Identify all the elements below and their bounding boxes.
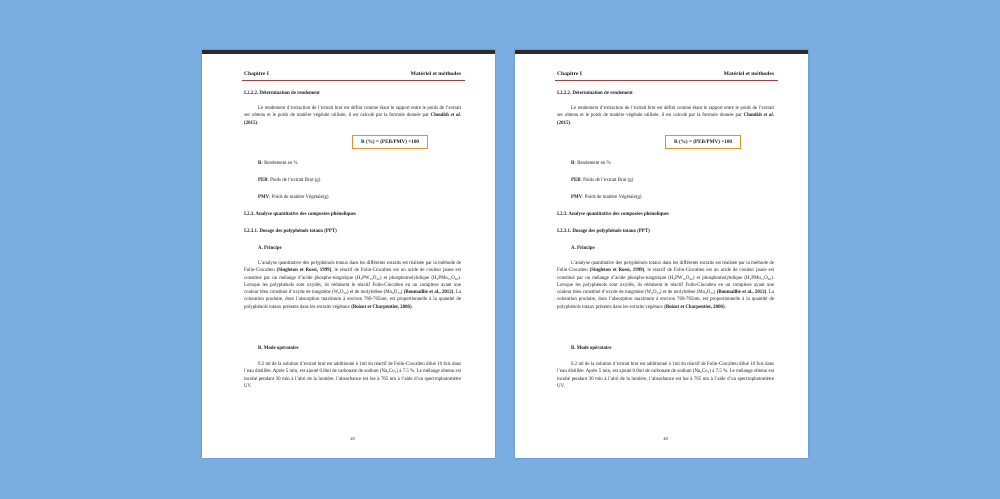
paragraph-principe: L’analyse quantitative des polyphénols totaux dans les différents extraits est réalisée par la méthode de Folin-Ciocalteu (Singleton et Rossi, 1999), le réactif de Folin-Ciocalteu est un acide de couleur jaune est constitué par un mélange d’acide phospho-tungstique (H₃PW₁₂O₄₀) et phosphomolybdique (H₃PMo₁₂O₄₀). Lorsque les polyphénols sont oxydés, ils réduisent le réactif Folin-Ciocalteu en un complexe ayant une couleur bleu constitué d’oxyde de tungstène (W₈O₂₃) et de molybdène (Mo₈O₂₃) (Boumaillie et al., 2012). La coloration produite, dont l’absorption maximum à environ 760-765nm, est proportionnelle à la quantité de polyphénols totaux présents dans les extraits végétaux (Boizot et Charpentier, 2006). <box>244 261 462 310</box>
heading-ppt: I.2.3.1. Dosage des polyphénols totaux (PPT) <box>557 229 650 234</box>
header-rule <box>242 80 465 81</box>
heading-quantitative: I.2.3. Analyse quantitative des composées phénoliques <box>557 212 669 217</box>
definition-peb: PEB: Poids de l’extrait Brut (g) <box>258 178 321 183</box>
heading-yield: I.2.2.2. Détermination de rendement <box>557 91 633 96</box>
heading-principe: A. Principe <box>571 246 595 251</box>
heading-principe: A. Principe <box>258 246 282 251</box>
page-header <box>244 71 461 78</box>
heading-mode: B. Mode opératoire <box>258 346 299 351</box>
chapter-title: Chapitre I <box>557 71 582 77</box>
paragraph-mode: 0.2 ml de la solution d’extrait brut est additionné à 1ml du réactif de Folin-Ciocalteu dilué 10 fois dans l’eau distillée. Après 5 min, est ajouté 0.8ml de carbonate de sodium (Na₂Co₃) à 7.5 %. Le mélange obtenu est incubé pendant 30 min à l’abri de la lumière, l’absorbance est lue à 765 nm à l’aide d’un spectrophotomètre UV. <box>557 362 774 389</box>
heading-quantitative: I.2.3. Analyse quantitative des composées phénoliques <box>244 212 356 217</box>
section-title: Matériel et méthodes <box>723 71 774 77</box>
document-page-right <box>515 50 808 458</box>
header-rule <box>555 80 778 81</box>
paragraph-mode: 0.2 ml de la solution d’extrait brut est additionné à 1ml du réactif de Folin-Ciocalteu dilué 10 fois dans l’eau distillée. Après 5 min, est ajouté 0.8ml de carbonate de sodium (Na₂Co₃) à 7.5 %. Le mélange obtenu est incubé pendant 30 min à l’abri de la lumière, l’absorbance est lue à 765 nm à l’aide d’un spectrophotomètre UV. <box>244 362 461 389</box>
formula-box: R (%) = (PEB/PMV) ×100 <box>665 135 741 149</box>
definition-peb: PEB: Poids de l’extrait Brut (g) <box>571 178 634 183</box>
paragraph-principe: L’analyse quantitative des polyphénols totaux dans les différents extraits est réalisée par la méthode de Folin-Ciocalteu (Singleton et Rossi, 1999), le réactif de Folin-Ciocalteu est un acide de couleur jaune est constitué par un mélange d’acide phospho-tungstique (H₃PW₁₂O₄₀) et phosphomolybdique (H₃PMo₁₂O₄₀). Lorsque les polyphénols sont oxydés, ils réduisent le réactif Folin-Ciocalteu en un complexe ayant une couleur bleu constitué d’oxyde de tungstène (W₈O₂₃) et de molybdène (Mo₈O₂₃) (Boumaillie et al., 2012). La coloration produite, dont l’absorption maximum à environ 760-765nm, est proportionnelle à la quantité de polyphénols totaux présents dans les extraits végétaux (Boizot et Charpentier, 2006). <box>557 261 775 310</box>
page-number: 20 <box>350 436 355 441</box>
paragraph-yield: Le rendement d’extraction de l’extrait brut est défini comme étant le rapport entre le poids de l’extrait sec obtenu et le poids de matière végétale utilisée, il est calculé par la formule donnée par Chouikh et al. (2015). <box>244 106 462 126</box>
formula-box: R (%) = (PEB/PMV) ×100 <box>352 135 428 149</box>
paragraph-yield: Le rendement d’extraction de l’extrait brut est défini comme étant le rapport entre le poids de l’extrait sec obtenu et le poids de matière végétale utilisée, il est calculé par la formule donnée par Chouikh et al. (2015). <box>557 106 775 126</box>
heading-mode: B. Mode opératoire <box>571 346 612 351</box>
definition-r: R: Rendement en % <box>258 161 298 166</box>
document-page-left <box>202 50 495 458</box>
definition-pmv: PMV: Poids de matière Végétale(g) <box>571 195 642 200</box>
page-number: 20 <box>663 436 668 441</box>
page-header <box>557 71 774 78</box>
definition-pmv: PMV: Poids de matière Végétale(g) <box>258 195 329 200</box>
heading-ppt: I.2.3.1. Dosage des polyphénols totaux (PPT) <box>244 229 337 234</box>
heading-yield: I.2.2.2. Détermination de rendement <box>244 91 320 96</box>
chapter-title: Chapitre I <box>244 71 269 77</box>
section-title: Matériel et méthodes <box>410 71 461 77</box>
definition-r: R: Rendement en % <box>571 161 611 166</box>
